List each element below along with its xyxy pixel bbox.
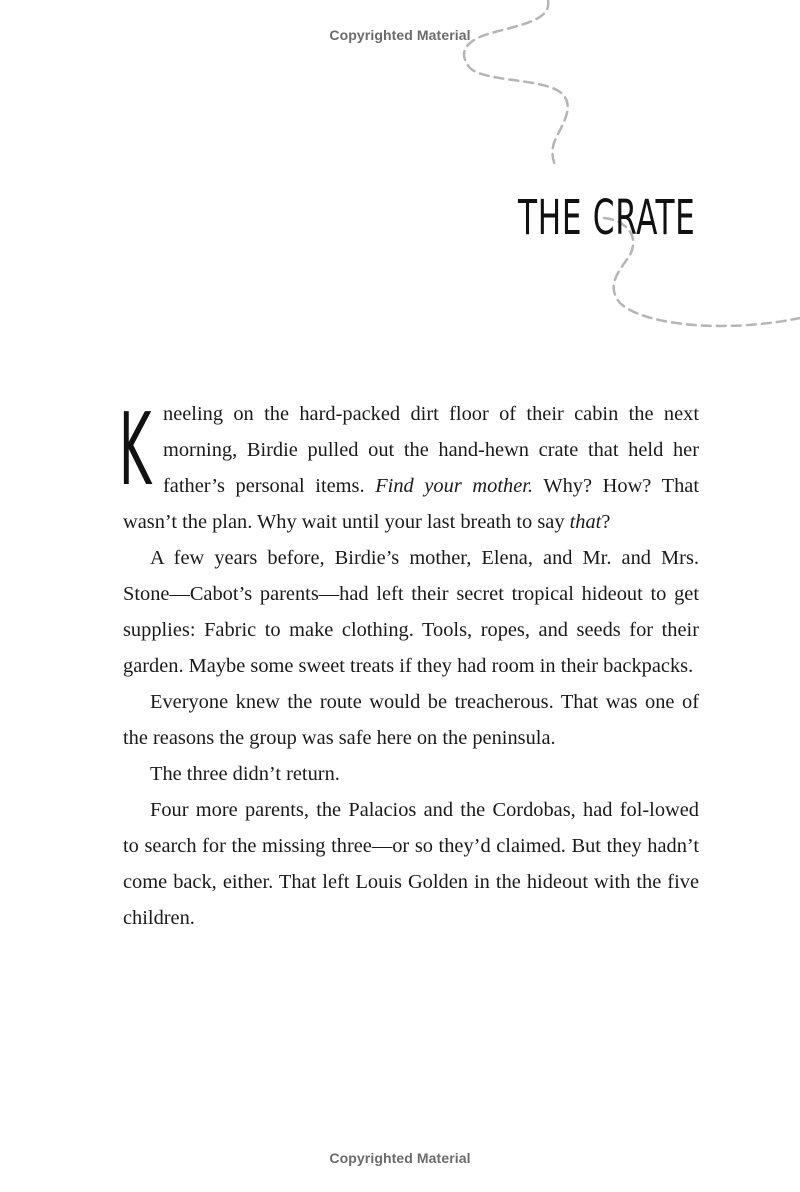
- paragraph-1: [119, 391, 700, 540]
- chapter-title: THE CRATE: [518, 190, 696, 247]
- paragraph-5: Four more parents, the Palacios and the Cordobas, had fol-lowed to search for the missing three—or so they’d claimed. But they hadn’t come back, either. That left Louis Golden in the hideout with the five children.: [123, 799, 699, 929]
- paragraph-1-text-b: Why? How? That wasn’t the plan. Why wait until your last breath to say: [123, 475, 700, 533]
- paragraph-1-italic-a: Find your mother.: [375, 475, 534, 497]
- drop-cap-letter: K: [119, 391, 152, 508]
- paragraph-1-text-c: ?: [601, 511, 611, 533]
- chapter-body: [119, 391, 700, 936]
- paragraph-1-text-a: neeling on the hard-packed dirt floor of their cabin the next morning, Birdie pulled out the hand-hewn crate that held her father’s personal items.: [163, 403, 699, 497]
- copyright-watermark-top: Copyrighted Material: [329, 27, 471, 43]
- paragraph-3: Everyone knew the route would be treacherous. That was one of the reasons the group was safe here on the peninsula.: [123, 691, 699, 749]
- paragraph-1-italic-b: that: [569, 511, 602, 533]
- paragraph-4: The three didn’t return.: [150, 763, 340, 785]
- paragraph-2: A few years before, Birdie’s mother, Elena, and Mr. and Mrs. Stone—Cabot’s parents—had left their secret tropical hideout to get supplies: Fabric to make clothing. Tools, ropes, and seeds for their garden. Maybe some sweet treats if they had room in their backpacks.: [123, 547, 699, 677]
- copyright-watermark-bottom: Copyrighted Material: [329, 1150, 471, 1166]
- dashed-trail-decoration: [0, 0, 800, 340]
